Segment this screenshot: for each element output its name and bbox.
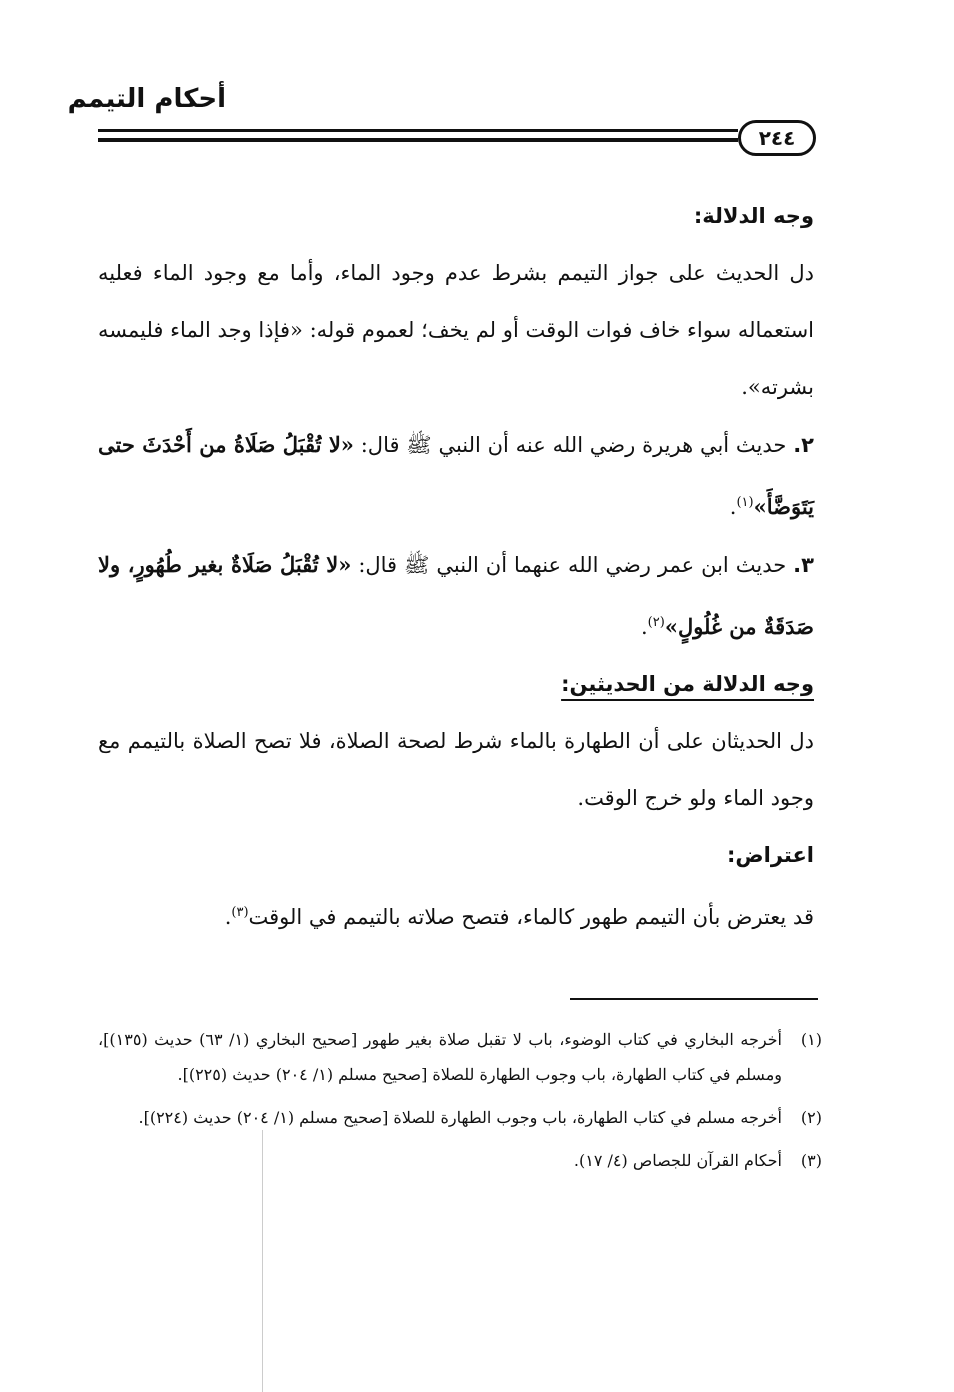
footnote-separator [570,998,818,1000]
paragraph: قد يعترض بأن التيمم طهور كالماء، فتصح صلاته بالتيمم في الوقت$^{(٣)}$. [224,905,814,929]
section-heading: وجه الدلالة من الحديثين: [561,672,814,696]
hadith-quote: «لا تُقْبَلُ صَلَاةُ من أَحْدَثَ حتى يَتَوَضَّأَ» [98,432,814,519]
hadith-quote: «لا تُقْبَلُ صَلَاةٌ بغير طُهُورٍ، ولا صَدَقَةٌ من غُلُولٍ» [98,552,814,639]
footnotes [98,1022,822,1186]
running-title: أحكام التيمم [67,84,226,114]
section-heading: اعتراض: [726,843,814,867]
footnote-ref: (١) [736,495,754,510]
footnote-text: أخرجه مسلم في كتاب الطهارة، باب وجوب الطهارة للصلاة [صحيح مسلم (١/ ٢٠٤) حديث (٢٢٤)]. [138,1108,782,1127]
footnote-text: أخرجه البخاري في كتاب الوضوء، باب لا تقبل صلاة بغير طهور [صحيح البخاري (١/ ٦٣) حديث (١٣٥)]، ومسلم في كتاب الطهارة، باب وجوب الطهارة للصلاة [صحيح مسلم (١/ ٢٠٤) حديث (٢٢٥)]. [98,1030,783,1084]
main-text [98,188,814,946]
footnote [98,1022,822,1092]
paragraph: دل الحديثان على أن الطهارة بالماء شرط لصحة الصلاة، فلا تصح الصلاة بالتيمم مع وجود الماء ولو خرج الوقت. [98,729,814,810]
footnote-number: (٢) [800,1108,822,1127]
hadith-item: ٣. حديث ابن عمر رضي الله عنهما أن النبي ﷺ قال: «لا تُقْبَلُ صَلَاةٌ بغير طُهُورٍ، ولا صَدَقَةٌ من غُلُولٍ»$^{(٢)}$. [98,552,814,639]
footnote [98,1100,822,1135]
footnote-text: أحكام القرآن للجصاص (٤/ ١٧). [573,1151,782,1170]
footnote-ref: (٣) [231,905,249,920]
paragraph: دل الحديث على جواز التيمم بشرط عدم وجود الماء، وأما مع وجود الماء فعليه استعماله سواء خاف فوات الوقت أو لم يخف؛ لعموم قوله: «فإذا وجد الماء فليمسه بشرته». [98,261,814,399]
footnote-ref: (٢) [647,615,665,630]
footnote [98,1143,822,1178]
scan-artifact-line [262,1130,263,1392]
footnote-number: (٣) [800,1151,822,1170]
page-number: ٢٤٤ [758,126,796,150]
item-intro: حديث أبي هريرة رضي الله عنه أن النبي ﷺ قال: [360,433,787,457]
item-intro: حديث ابن عمر رضي الله عنهما أن النبي ﷺ قال: [358,553,787,577]
item-number: ٣. [793,553,814,577]
section-heading: وجه الدلالة: [693,204,814,228]
paragraph-text: قد يعترض بأن التيمم طهور كالماء، فتصح صلاته بالتيمم في الوقت [248,905,814,929]
hadith-item: ٢. حديث أبي هريرة رضي الله عنه أن النبي ﷺ قال: «لا تُقْبَلُ صَلَاةُ من أَحْدَثَ حتى يَتَوَضَّأَ»$^{(١)}$. [98,432,814,519]
header-rule-thick [98,138,738,142]
header-rule [98,129,738,132]
footnote-number: (١) [800,1030,822,1049]
item-number: ٢. [793,433,814,457]
page-number-badge [738,120,816,156]
